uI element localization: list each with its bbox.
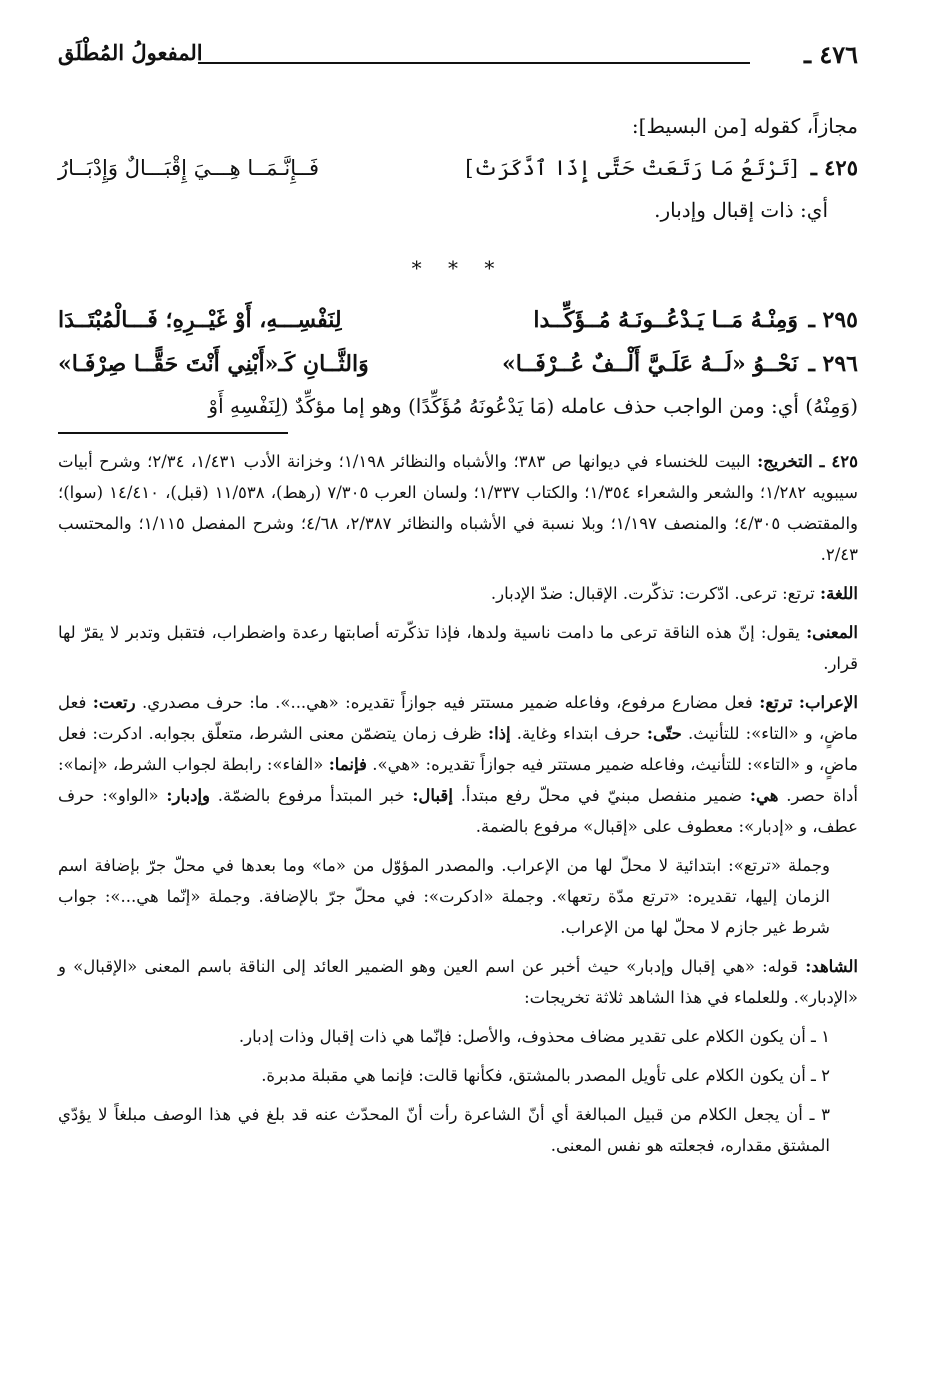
lugha-text: ترتع: ترعى. ادّكرت: تذكّرت. الإقبال: ضدّ الإدبار.	[490, 584, 815, 603]
verse-first-hemistich: [تَرْتَعُ مَا رَتَعَتْ حَتَّى إِذَا ٱدَّكَرَتْ]	[465, 156, 798, 180]
footnote-lugha	[58, 578, 858, 609]
page-number: ٤٧٦ ـ	[803, 40, 858, 69]
book-page	[58, 40, 858, 1169]
verse-explanation: أي: ذات إقبال وإدبار.	[654, 198, 828, 222]
section-separator: * * *	[411, 256, 505, 280]
footnote-jumal: وجملة «ترتع»: ابتدائية لا محلّ لها من الإعراب. والمصدر المؤوّل من «ما» وما بعدها في محلّ جرّ بإضافة اسم الزمان إليها، تقديره: «ترتع مدّة رتعها». وجملة «ادكرت»: في محلّ جرّ بالإضافة. وجملة «إنّما هي...»: جواب شرط غير جازم لا محلّ لها من الإعراب.	[58, 856, 830, 937]
irab-text: فعل ماضٍ، و «التاء»: للتأنيث.	[58, 693, 858, 743]
chapter-title: المفعولُ المُطْلَق	[58, 40, 203, 65]
verse-first-hemistich: نَحْــوُ «لَــهُ عَلَـيَّ أَلْــفٌ عُــرْفَــا»	[501, 351, 798, 377]
takhrij-item: ٢ ـ أن يكون الكلام على تأويل المصدر بالمشتق، فكأنها قالت: فإنما هي مقبلة مدبرة.	[261, 1066, 830, 1085]
verse-second-hemistich: لِنَفْسِـــهِ، أَوْ غَيْــرِهِ؛ فَـــالْمُبْتَــدَا	[58, 307, 342, 333]
takhrij-text: البيت للخنساء في ديوانها ص ٣٨٣؛ والأشباه والنظائر ١/١٩٨؛ وخزانة الأدب ١/٤٣١، ٢/٣٤؛ وشرح أبيات سيبويه ١/٢٨٢؛ والشعر والشعراء ١/٣٥٤؛ والكتاب ١/٣٣٧؛ ولسان العرب ٧/٣٠٥ (رهط)، ١١/٥٣٨ (قبل)، ١٤/٤١٠ (سوا)؛ والمقتضب ٤/٣٠٥؛ والمنصف ١/١٩٧؛ وبلا نسبة في الأشباه والنظائر ٢/٣٨٧، ٤/٦٨؛ وشرح المفصل ١/١١٥؛ والمحتسب ٢/٤٣.	[58, 452, 858, 564]
page-header	[58, 40, 858, 76]
footnote-irab	[58, 687, 858, 842]
verse-first-hemistich: وَمِنْـهُ مَــا يَـدْعُــونَـهُ مُــؤَكِّــدا	[533, 307, 798, 333]
irab-text: «الواو»: حرف عطف، و «إدبار»: معطوف على «إقبال» مرفوع بالضمة.	[58, 786, 858, 836]
maana-label: المعنى:	[806, 623, 858, 642]
takhrij-item: ١ ـ أن يكون الكلام على تقدير مضاف محذوف، والأصل: فإنّما هي ذات إقبال وذات إدبار.	[238, 1027, 830, 1046]
irab-term: إذا:	[488, 724, 511, 743]
verse-second-hemistich: فَــإِنَّـمَــا هِـــيَ إِقْبَـــالٌ وَإِدْبَــارُ	[58, 156, 319, 180]
header-rule	[198, 62, 750, 64]
footnote-rule	[58, 432, 288, 434]
irab-text: «الفاء»: رابطة لجواب الشرط، «إنما»: أداة حصر.	[58, 755, 858, 805]
irab-text: حرف ابتداء وغاية.	[516, 724, 641, 743]
irab-term: هي:	[749, 786, 779, 805]
irab-term: حتّى:	[646, 724, 682, 743]
irab-text: خبر المبتدأ مرفوع بالضمّة.	[217, 786, 405, 805]
shahid-label: الشاهد:	[805, 957, 858, 976]
irab-term: فإنما:	[328, 755, 367, 774]
irab-label: الإعراب:	[798, 693, 859, 712]
main-text	[58, 106, 858, 426]
irab-term: رتعت:	[92, 693, 136, 712]
irab-term: إقبال:	[412, 786, 453, 805]
footnotes	[58, 446, 858, 1161]
verse-296	[58, 342, 858, 386]
irab-text: ظرف زمان يتضمّن معنى الشرط، متعلّق بجوابه. ادكرت: فعل ماضٍ، و «التاء»: للتأنيث، وفاعله ضمير مستتر فيه جوازاً تقديره: «هي».	[58, 724, 858, 774]
verse-number: ٢٩٥ ـ	[808, 307, 858, 333]
takhrij-item: ٣ ـ أن يجعل الكلام من قبيل المبالغة أي أنّ الشاعرة رأت أنّ المحدّث عنه قد بلغ في هذا الوصف مبلغاً لا يؤدّي المشتق مقداره، فجعلته هو نفس المعنى.	[58, 1105, 830, 1155]
shahid-text: قوله: «هي إقبال وإدبار» حيث أخبر عن اسم العين وهو الضمير العائد إلى الناقة باسم المعنى «الإقبال» و «الإدبار». وللعلماء في هذا الشاهد ثلاثة تخريجات:	[58, 957, 858, 1007]
verse-295	[58, 298, 858, 342]
maana-text: يقول: إنّ هذه الناقة ترعى ما دامت ناسية ولدها، فإذا تذكّرته أصابتها رعدة واضطراب، فتقبل وتدبر لا يقرّ لها قرار.	[58, 623, 858, 673]
intro-line: مجازاً، كقوله [من البسيط]:	[631, 114, 858, 138]
verse-second-hemistich: وَالثَّــانِ كَـ«أَبْنِي أَنْتَ حَقًّــا صِرْفَـا»	[58, 351, 369, 377]
lugha-label: اللغة:	[820, 584, 858, 603]
footnote-maana	[58, 617, 858, 679]
footnote-takhrij	[58, 446, 858, 570]
commentary-line: (وَمِنْهُ) أي: ومن الواجب حذف عامله (مَا يَدْعُونَهُ مُؤَكِّدًا) وهو إما مؤكِّدٌ (لِنَفْسِهِ أَوْ	[208, 394, 858, 418]
verse-number: ٤٢٥ ـ	[810, 155, 858, 180]
verse-number: ٢٩٦ ـ	[808, 351, 858, 377]
irab-term: ترتع:	[759, 693, 793, 712]
takhrij-label: ٤٢٥ ـ التخريج:	[757, 452, 858, 471]
irab-text: ضمير منفصل مبنيّ في محلّ رفع مبتدأ.	[460, 786, 743, 805]
footnote-shahid	[58, 951, 858, 1013]
irab-text: فعل مضارع مرفوع، وفاعله ضمير مستتر فيه جوازاً تقديره: «هي...». ما: حرف مصدري.	[142, 693, 753, 712]
irab-term: وإدبار:	[166, 786, 211, 805]
alfiyya-verses	[58, 298, 858, 386]
verse-425	[58, 146, 858, 190]
